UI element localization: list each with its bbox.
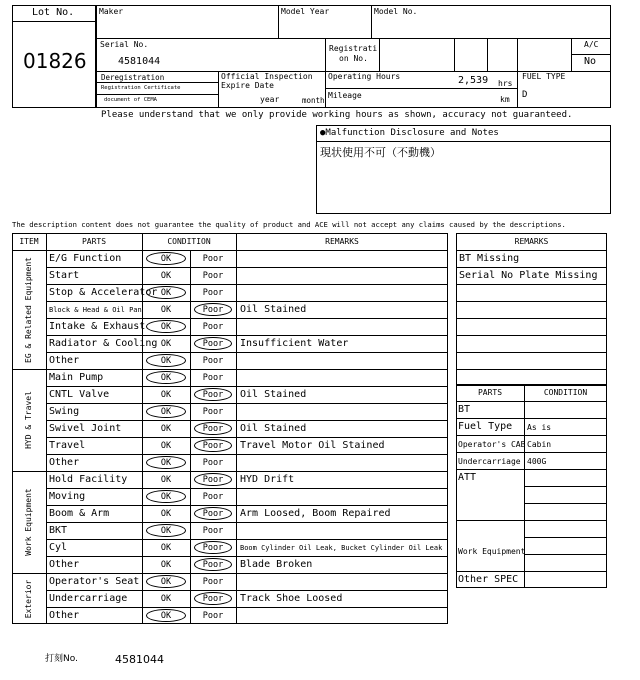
ok-option: OK xyxy=(160,288,172,298)
remark-text: Boom Cylinder Oil Leak, Bucket Cylinder Oil Leak xyxy=(240,544,443,552)
fuel-type-value: D xyxy=(522,90,528,100)
part-name: Other xyxy=(49,610,80,621)
part-name: BKT xyxy=(49,525,68,536)
spec-part: Other SPEC xyxy=(458,574,519,585)
poor-circle-mark xyxy=(194,558,232,571)
ok-option: OK xyxy=(160,356,172,366)
table-row xyxy=(46,403,448,420)
remark-text: Insufficient Water xyxy=(240,338,349,349)
malfunction-title: ●Malfunction Disclosure and Notes xyxy=(320,128,499,138)
part-name: Start xyxy=(49,270,80,281)
poor-option: Poor xyxy=(202,254,224,264)
spec-condition: 400G xyxy=(527,457,547,466)
spec-part: Undercarriage xyxy=(458,457,521,466)
part-name: Swivel Joint xyxy=(49,423,122,434)
right-remarks-header: REMARKS xyxy=(514,237,549,246)
part-name: Swing xyxy=(49,406,80,417)
ok-option: OK xyxy=(160,509,172,519)
ok-option: OK xyxy=(160,577,172,587)
registration-no-label-1: Registrati xyxy=(329,44,378,53)
part-name: Block & Head & Oil Pan xyxy=(49,306,142,314)
remark-text: Oil Stained xyxy=(240,389,307,400)
part-name: Other xyxy=(49,355,80,366)
poor-option: Poor xyxy=(202,441,224,451)
ok-circle-mark xyxy=(146,609,186,622)
ok-circle-mark xyxy=(146,490,186,503)
poor-option: Poor xyxy=(202,424,224,434)
year-label: year xyxy=(260,95,280,104)
fuel-type-label: FUEL TYPE xyxy=(522,72,566,81)
ok-option: OK xyxy=(160,254,172,264)
stamp-no-label: 打刻No. xyxy=(45,654,78,664)
ac-value: No xyxy=(584,56,597,67)
poor-option: Poor xyxy=(202,594,224,604)
ok-option: OK xyxy=(160,305,172,315)
header-parts: PARTS xyxy=(81,237,107,246)
part-name: Cyl xyxy=(49,542,68,553)
part-name: Main Pump xyxy=(49,372,104,383)
km-unit: km xyxy=(500,95,510,104)
poor-option: Poor xyxy=(202,509,224,519)
month-label: month xyxy=(302,96,325,105)
lot-no-value: 01826 xyxy=(23,49,87,73)
ok-option: OK xyxy=(160,475,172,485)
poor-option: Poor xyxy=(202,305,224,315)
ok-option: OK xyxy=(160,390,172,400)
group-label: Work Equipment xyxy=(24,488,33,556)
poor-option: Poor xyxy=(202,543,224,553)
cema-document-label: document of CEMA xyxy=(104,97,157,103)
mileage-label: Mileage xyxy=(328,91,362,100)
serial-no-label: Serial No. xyxy=(100,40,149,49)
part-name: Moving xyxy=(49,491,86,502)
poor-circle-mark xyxy=(194,507,232,520)
poor-option: Poor xyxy=(202,322,224,332)
poor-option: Poor xyxy=(202,526,224,536)
ok-option: OK xyxy=(160,339,172,349)
ok-circle-mark xyxy=(146,354,186,367)
model-year-label: Model Year xyxy=(281,7,330,16)
deregistration-label: Deregistration xyxy=(101,73,165,82)
part-name: Operator's Seat xyxy=(49,576,140,587)
part-name: Other xyxy=(49,559,80,570)
ok-option: OK xyxy=(160,424,172,434)
stamp-no-value: 4581044 xyxy=(115,653,164,666)
disclaimer-text: Please understand that we only provide working hours as shown, accuracy not guaranteed. xyxy=(101,110,573,120)
spec-part: Operator's CAB xyxy=(458,440,526,449)
operating-hours-value: 2,539 xyxy=(458,75,489,86)
ok-option: OK xyxy=(160,441,172,451)
remark-text: Oil Stained xyxy=(240,304,307,315)
ok-circle-mark xyxy=(146,524,186,537)
poor-circle-mark xyxy=(194,473,232,486)
right-header-parts: PARTS xyxy=(477,388,503,397)
ok-option: OK xyxy=(160,407,172,417)
ok-option: OK xyxy=(160,458,172,468)
poor-circle-mark xyxy=(194,541,232,554)
part-name: Intake & Exhaust xyxy=(49,321,146,332)
poor-option: Poor xyxy=(202,356,224,366)
poor-option: Poor xyxy=(202,271,224,281)
header-remarks: REMARKS xyxy=(325,237,359,246)
description-note: The description content does not guarantee the quality of product and ACE will not accept any claims caused by the descriptions. xyxy=(12,220,566,229)
part-name: CNTL Valve xyxy=(49,389,110,400)
poor-option: Poor xyxy=(202,339,224,349)
poor-option: Poor xyxy=(202,373,224,383)
ok-circle-mark xyxy=(146,252,186,265)
registration-certificate-label: Registration Certificate xyxy=(101,85,181,91)
maker-label: Maker xyxy=(99,7,124,16)
poor-option: Poor xyxy=(202,577,224,587)
ok-option: OK xyxy=(160,543,172,553)
part-name: Radiator & Cooling xyxy=(49,338,158,349)
ok-circle-mark xyxy=(146,575,186,588)
right-header-condition: CONDITION xyxy=(543,388,588,397)
part-name: Undercarriage xyxy=(49,593,128,604)
poor-circle-mark xyxy=(194,439,232,452)
ok-circle-mark xyxy=(146,286,186,299)
spec-condition: Cabin xyxy=(527,440,552,449)
spec-condition: As is xyxy=(527,423,552,432)
poor-circle-mark xyxy=(194,337,232,350)
remark-text: Oil Stained xyxy=(240,423,307,434)
ok-circle-mark xyxy=(146,320,186,333)
table-row xyxy=(46,454,448,471)
table-row xyxy=(46,488,448,505)
remark-text: Blade Broken xyxy=(240,559,313,570)
poor-option: Poor xyxy=(202,560,224,570)
lot-no-label: Lot No. xyxy=(32,7,75,18)
operating-hours-label: Operating Hours xyxy=(328,72,401,81)
ok-circle-mark xyxy=(146,405,186,418)
poor-option: Poor xyxy=(202,458,224,468)
poor-option: Poor xyxy=(202,390,224,400)
poor-circle-mark xyxy=(194,303,232,316)
ok-option: OK xyxy=(160,373,172,383)
poor-circle-mark xyxy=(194,422,232,435)
ok-option: OK xyxy=(160,492,172,502)
remark-text: Travel Motor Oil Stained xyxy=(240,440,385,451)
ok-circle-mark xyxy=(146,456,186,469)
ok-circle-mark xyxy=(146,371,186,384)
ok-option: OK xyxy=(160,526,172,536)
part-name: Other xyxy=(49,457,80,468)
part-name: Stop & Accelerator xyxy=(49,287,158,298)
part-name: Hold Facility xyxy=(49,474,128,485)
inspection-label-2: Expire Date xyxy=(221,81,274,90)
group-label: EG & Related Equipment xyxy=(24,256,33,363)
ok-option: OK xyxy=(160,611,172,621)
poor-option: Poor xyxy=(202,407,224,417)
table-row xyxy=(46,352,448,369)
remark-text: Track Shoe Loosed xyxy=(240,593,343,604)
spec-part: BT xyxy=(458,404,471,415)
table-row xyxy=(46,267,448,284)
ok-option: OK xyxy=(160,271,172,281)
remark-text: Arm Loosed, Boom Repaired xyxy=(240,508,391,519)
poor-option: Poor xyxy=(202,611,224,621)
poor-circle-mark xyxy=(194,388,232,401)
inspection-label-1: Official Inspection xyxy=(221,72,313,81)
ok-option: OK xyxy=(160,560,172,570)
header-item: ITEM xyxy=(19,237,39,246)
serial-no-value: 4581044 xyxy=(118,56,161,67)
registration-no-label-2: on No. xyxy=(339,54,368,63)
spec-part: ATT xyxy=(458,472,477,483)
spec-part: Work Equipment xyxy=(458,547,526,556)
malfunction-text: 現状使用不可（不動機） xyxy=(320,146,441,159)
part-name: E/G Function xyxy=(49,253,122,264)
remark-text: HYD Drift xyxy=(240,474,295,485)
model-no-label: Model No. xyxy=(374,7,418,16)
malfunction-box xyxy=(316,125,611,214)
poor-option: Poor xyxy=(202,288,224,298)
poor-circle-mark xyxy=(194,592,232,605)
header-condition: CONDITION xyxy=(167,237,211,246)
poor-option: Poor xyxy=(202,492,224,502)
group-label: HYD & Travel xyxy=(24,391,33,449)
table-row xyxy=(46,607,448,624)
table-row xyxy=(46,369,448,386)
ok-option: OK xyxy=(160,322,172,332)
spec-part: Fuel Type xyxy=(458,421,513,432)
part-name: Travel xyxy=(49,440,86,451)
table-row xyxy=(46,522,448,539)
ac-label: A/C xyxy=(584,40,599,49)
ok-option: OK xyxy=(160,594,172,604)
remark-item: Serial No Plate Missing xyxy=(459,270,598,281)
remark-item: BT Missing xyxy=(459,253,520,264)
part-name: Boom & Arm xyxy=(49,508,110,519)
group-label: Exterior xyxy=(24,579,33,618)
poor-option: Poor xyxy=(202,475,224,485)
hrs-unit: hrs xyxy=(498,79,513,88)
